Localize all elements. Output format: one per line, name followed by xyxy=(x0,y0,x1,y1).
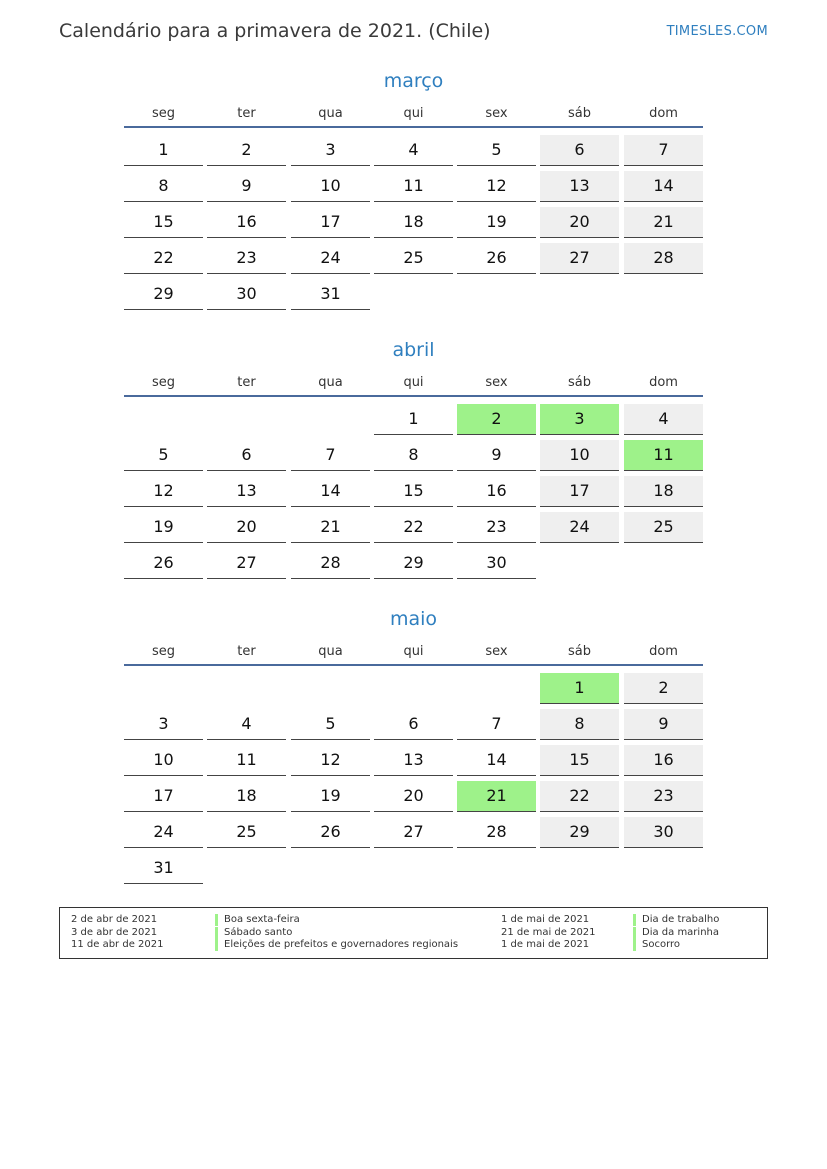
day-cell: 10 xyxy=(291,171,370,202)
day-cell: 5 xyxy=(124,440,203,471)
day-cell: 7 xyxy=(457,709,536,740)
weekday-label: seg xyxy=(151,106,176,121)
weekday-header xyxy=(124,106,703,124)
header-divider xyxy=(124,395,703,397)
day-cell: 18 xyxy=(374,207,453,238)
day-cell: 31 xyxy=(124,853,203,884)
day-cell: 23 xyxy=(207,243,286,274)
weekday-label: sex xyxy=(485,106,508,121)
day-cell: 2 xyxy=(207,135,286,166)
weekday-label: ter xyxy=(237,644,256,659)
legend-holiday-name: Boa sexta-feira xyxy=(215,914,300,926)
day-cell: 3 xyxy=(291,135,370,166)
legend-date: 11 de abr de 2021 xyxy=(71,939,164,950)
day-cell: 21 xyxy=(291,512,370,543)
day-cell: 8 xyxy=(124,171,203,202)
day-cell: 27 xyxy=(540,243,619,274)
weekday-label: sáb xyxy=(568,375,591,390)
day-cell: 11 xyxy=(207,745,286,776)
day-cell: 4 xyxy=(624,404,703,435)
legend-date: 1 de mai de 2021 xyxy=(501,914,590,925)
legend-holiday-name: Dia de trabalho xyxy=(633,914,719,926)
legend-holiday-name: Socorro xyxy=(633,939,680,951)
day-cell: 20 xyxy=(540,207,619,238)
weekday-label: dom xyxy=(649,106,678,121)
day-cell: 20 xyxy=(207,512,286,543)
day-cell: 26 xyxy=(457,243,536,274)
day-cell: 6 xyxy=(207,440,286,471)
weekday-label: ter xyxy=(237,375,256,390)
day-cell: 14 xyxy=(624,171,703,202)
holiday-legend xyxy=(59,907,768,959)
day-cell: 24 xyxy=(124,817,203,848)
day-cell: 18 xyxy=(207,781,286,812)
day-cell: 5 xyxy=(457,135,536,166)
day-cell: 7 xyxy=(291,440,370,471)
day-cell: 19 xyxy=(457,207,536,238)
day-cell: 29 xyxy=(374,548,453,579)
day-cell: 10 xyxy=(124,745,203,776)
month-0 xyxy=(124,70,703,330)
day-cell: 22 xyxy=(540,781,619,812)
weekday-label: qui xyxy=(403,375,424,390)
weekday-label: sáb xyxy=(568,644,591,659)
day-cell: 10 xyxy=(540,440,619,471)
month-2 xyxy=(124,608,703,877)
legend-date: 21 de mai de 2021 xyxy=(501,927,596,938)
legend-holiday-name: Dia da marinha xyxy=(633,927,719,939)
weekday-label: qua xyxy=(318,106,343,121)
day-cell: 4 xyxy=(207,709,286,740)
weekday-label: sex xyxy=(485,644,508,659)
day-cell: 5 xyxy=(291,709,370,740)
day-cell: 15 xyxy=(124,207,203,238)
day-cell: 27 xyxy=(374,817,453,848)
day-cell: 30 xyxy=(624,817,703,848)
weekday-header xyxy=(124,644,703,662)
day-cell: 4 xyxy=(374,135,453,166)
weekday-label: dom xyxy=(649,644,678,659)
day-cell: 26 xyxy=(124,548,203,579)
weekday-label: qua xyxy=(318,375,343,390)
day-cell: 16 xyxy=(457,476,536,507)
day-cell: 15 xyxy=(540,745,619,776)
day-cell: 27 xyxy=(207,548,286,579)
month-1 xyxy=(124,339,703,599)
month-title: março xyxy=(383,70,444,92)
weekday-label: sáb xyxy=(568,106,591,121)
day-cell: 14 xyxy=(291,476,370,507)
day-cell: 17 xyxy=(124,781,203,812)
day-cell: 6 xyxy=(540,135,619,166)
header-divider xyxy=(124,126,703,128)
day-cell: 9 xyxy=(624,709,703,740)
month-title: maio xyxy=(389,608,438,630)
day-cell: 13 xyxy=(207,476,286,507)
legend-date: 1 de mai de 2021 xyxy=(501,939,590,950)
weekday-label: seg xyxy=(151,375,176,390)
day-cell: 8 xyxy=(540,709,619,740)
day-cell: 2 xyxy=(457,404,536,435)
day-cell: 25 xyxy=(624,512,703,543)
weekday-label: ter xyxy=(237,106,256,121)
weekday-label: qui xyxy=(403,644,424,659)
header-divider xyxy=(124,664,703,666)
day-cell: 8 xyxy=(374,440,453,471)
day-cell: 13 xyxy=(540,171,619,202)
day-cell: 29 xyxy=(540,817,619,848)
day-cell: 23 xyxy=(457,512,536,543)
day-cell: 12 xyxy=(457,171,536,202)
day-cell: 9 xyxy=(207,171,286,202)
day-cell: 17 xyxy=(540,476,619,507)
day-cell: 18 xyxy=(624,476,703,507)
day-cell: 16 xyxy=(207,207,286,238)
day-cell: 30 xyxy=(207,279,286,310)
day-cell: 24 xyxy=(540,512,619,543)
weekday-header xyxy=(124,375,703,393)
day-cell: 28 xyxy=(457,817,536,848)
day-cell: 26 xyxy=(291,817,370,848)
day-cell: 28 xyxy=(624,243,703,274)
day-cell: 13 xyxy=(374,745,453,776)
weekday-label: dom xyxy=(649,375,678,390)
day-cell: 17 xyxy=(291,207,370,238)
weekday-label: seg xyxy=(151,644,176,659)
weekday-label: qua xyxy=(318,644,343,659)
day-cell: 21 xyxy=(624,207,703,238)
page-header xyxy=(59,20,768,44)
day-cell: 25 xyxy=(207,817,286,848)
weekday-label: sex xyxy=(485,375,508,390)
legend-holiday-name: Eleições de prefeitos e governadores regionais xyxy=(215,939,458,951)
day-cell: 22 xyxy=(374,512,453,543)
day-cell: 6 xyxy=(374,709,453,740)
day-cell: 15 xyxy=(374,476,453,507)
legend-date: 2 de abr de 2021 xyxy=(71,914,158,925)
day-cell: 19 xyxy=(124,512,203,543)
legend-holiday-name: Sábado santo xyxy=(215,927,292,939)
day-cell: 22 xyxy=(124,243,203,274)
day-cell: 1 xyxy=(540,673,619,704)
day-cell: 9 xyxy=(457,440,536,471)
day-cell: 2 xyxy=(624,673,703,704)
day-cell: 28 xyxy=(291,548,370,579)
legend-date: 3 de abr de 2021 xyxy=(71,927,158,938)
day-cell: 11 xyxy=(624,440,703,471)
day-cell: 25 xyxy=(374,243,453,274)
day-cell: 1 xyxy=(374,404,453,435)
day-cell: 31 xyxy=(291,279,370,310)
day-cell: 24 xyxy=(291,243,370,274)
day-cell: 12 xyxy=(291,745,370,776)
day-cell: 30 xyxy=(457,548,536,579)
brand-link[interactable]: TIMESLES.COM xyxy=(666,24,768,39)
day-cell: 11 xyxy=(374,171,453,202)
day-cell: 14 xyxy=(457,745,536,776)
day-cell: 7 xyxy=(624,135,703,166)
weekday-label: qui xyxy=(403,106,424,121)
day-cell: 16 xyxy=(624,745,703,776)
day-cell: 3 xyxy=(124,709,203,740)
page-title: Calendário para a primavera de 2021. (Chile) xyxy=(59,20,491,42)
day-cell: 1 xyxy=(124,135,203,166)
day-cell: 12 xyxy=(124,476,203,507)
day-cell: 29 xyxy=(124,279,203,310)
day-cell: 20 xyxy=(374,781,453,812)
day-cell: 19 xyxy=(291,781,370,812)
day-cell: 23 xyxy=(624,781,703,812)
day-cell: 21 xyxy=(457,781,536,812)
day-cell: 3 xyxy=(540,404,619,435)
month-title: abril xyxy=(392,339,435,361)
